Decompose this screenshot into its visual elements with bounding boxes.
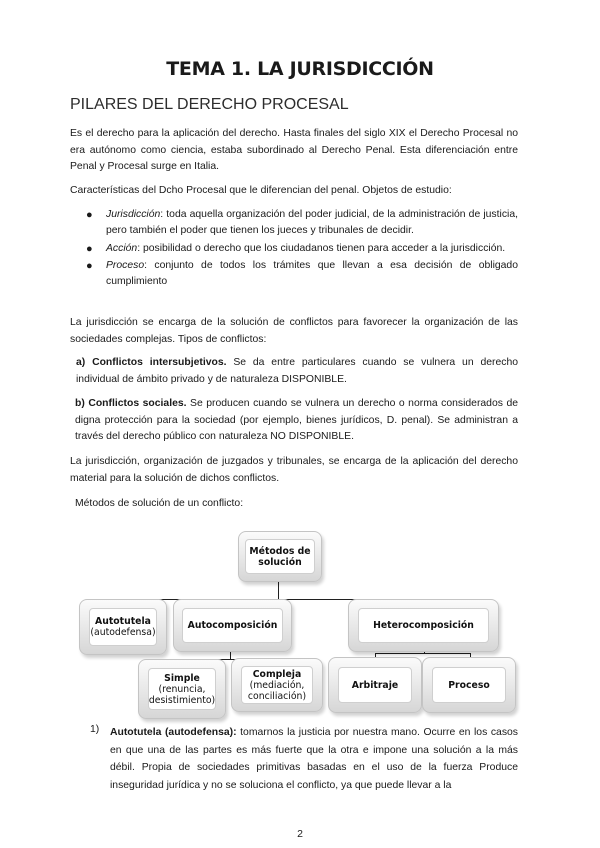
list-item [86, 207, 518, 240]
bullet-term: Acción [106, 242, 138, 254]
simple-inner [148, 668, 216, 710]
diagram-node-autocomposicion [173, 599, 292, 652]
connector-line [278, 580, 279, 599]
diagram-node-simple [138, 659, 226, 719]
conflict-b-label: b) Conflictos sociales. [75, 398, 187, 409]
conflict-a-paragraph [70, 355, 518, 388]
bullet-icon: ● [86, 209, 93, 221]
numbered-item-1 [90, 724, 518, 794]
connector-line [375, 653, 470, 654]
item-number: 1) [90, 724, 100, 735]
characteristics-paragraph: Características del Dcho Procesal que le diferencian del penal. Objetos de estudio: [70, 185, 452, 196]
autotutela-label: Autotutela [95, 616, 151, 627]
conflict-b-text: Se producen cuando se vulnera un derecho o norma considerados de digna protección para la sociedad (por ejemplo, bienes jurídicos, D. penal). Se administran a través del derecho público con naturaleza NO DISPONIBLE. [75, 398, 519, 443]
item-body: tomarnos la justicia por nuestra mano. Ocurre en los casos en que una de las partes es más fuerte que la otra e impone una solución a la más débil. Propia de sociedades primitivas basadas en el uso de la fuerza Produce inseguridad jurídica y no se soluciona el conflicto, ya que puede llevar a la [110, 727, 519, 791]
diagram-node-autotutela [79, 599, 167, 655]
page-number: 2 [297, 828, 303, 840]
arbitraje-label: Arbitraje [338, 667, 412, 703]
bullet-icon: ● [86, 242, 93, 255]
proceso-label: Proceso [432, 667, 506, 703]
compleja-sublabel: (mediación, conciliación) [247, 679, 307, 702]
diagram-node-arbitraje [328, 657, 422, 713]
root-label: Métodos de solución [245, 539, 315, 574]
simple-sublabel: (renuncia, desistimiento) [148, 683, 216, 706]
jurisdiction-paragraph-2: La jurisdicción, organización de juzgados y tribunales, se encarga de la aplicación del derecho material para la solución de dichos conflictos. [70, 456, 518, 484]
compleja-inner [241, 666, 313, 704]
diagram-node-compleja [231, 658, 323, 712]
bullet-text: : toda aquella organización del poder judicial, de la administración de justicia, pero también el poder que tienen los jueces y tribunales de decidir. [106, 209, 518, 237]
conflict-a-text: Se da entre particulares cuando se vulnera un derecho individual de ámbito privado y de naturaleza DISPONIBLE. [76, 357, 518, 385]
bullet-term: Proceso [106, 259, 145, 271]
bullet-icon: ● [86, 259, 93, 272]
heterocomposicion-label: Heterocomposición [358, 608, 489, 643]
list-item [86, 258, 518, 291]
diagram-node-proceso [422, 657, 516, 713]
compleja-label: Compleja [252, 668, 302, 680]
conflict-a-label: a) Conflictos intersubjetivos. [76, 357, 227, 368]
simple-label: Simple [164, 672, 200, 684]
list-item [86, 241, 518, 257]
autotutela-inner [89, 608, 157, 646]
autotutela-sublabel: (autodefensa) [90, 627, 156, 638]
objects-list [86, 207, 518, 291]
jurisdiction-paragraph: La jurisdicción se encarga de la solución de conflictos para favorecer la organización de las sociedades complejas. Tipos de conflictos: [70, 317, 518, 345]
intro-paragraph: Es el derecho para la aplicación del derecho. Hasta finales del siglo XIX el Derecho Procesal no era autónomo como ciencia, estaba subordinado al Derecho Penal. Esta diferenciación entre Penal y Procesal surge en Italia. [70, 128, 518, 173]
bullet-text: : conjunto de todos los trámites que llevan a esa decisión de obligado cumplimiento [106, 259, 518, 288]
autocomposicion-label: Autocomposición [182, 608, 283, 643]
diagram-root-node [238, 531, 322, 582]
bullet-term: Jurisdicción [106, 209, 161, 220]
item-label: Autotutela (autodefensa): [110, 727, 237, 738]
conflict-b-paragraph [70, 396, 518, 446]
bullet-text: : posibilidad o derecho que los ciudadanos tienen para acceder a la jurisdicción. [137, 242, 506, 254]
section-subtitle: PILARES DEL DERECHO PROCESAL [70, 96, 349, 113]
methods-heading: Métodos de solución de un conflicto: [75, 498, 244, 509]
item-text [110, 724, 518, 794]
diagram-node-heterocomposicion [348, 599, 499, 652]
page-title: TEMA 1. LA JURISDICCIÓN [166, 58, 434, 80]
